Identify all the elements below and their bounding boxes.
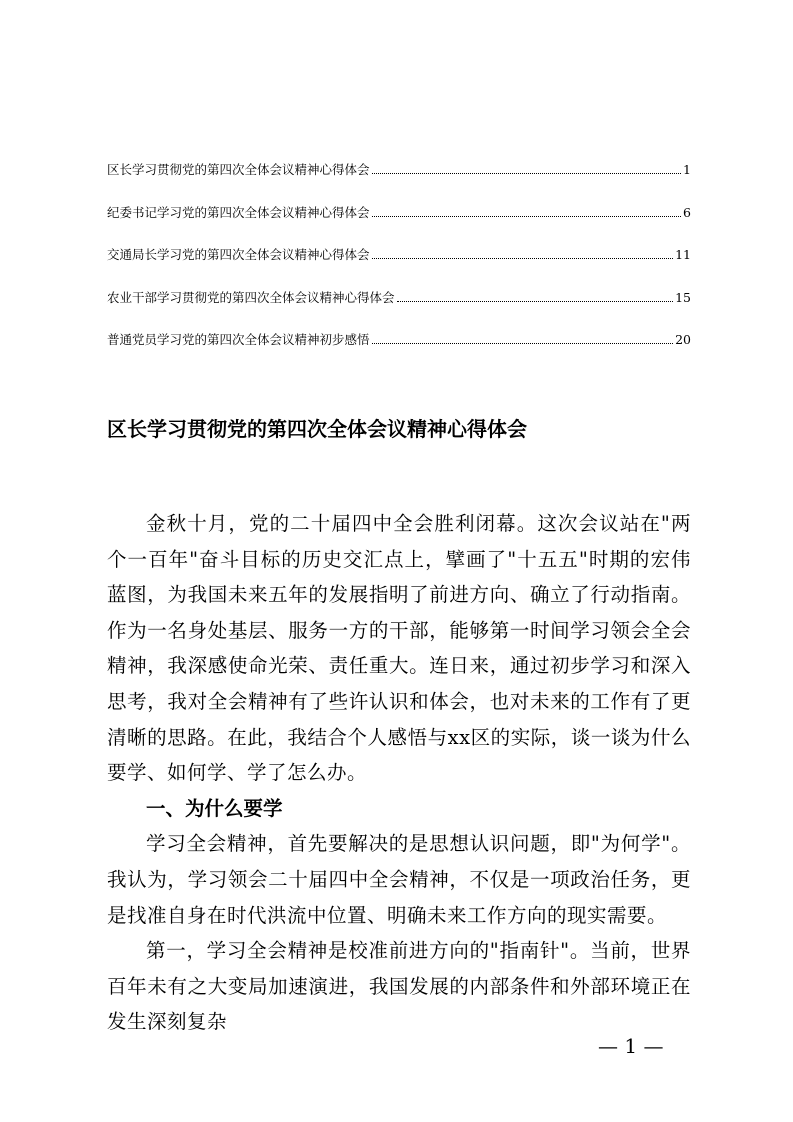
document-title: 区长学习贯彻党的第四次全体会议精神心得体会: [107, 417, 527, 441]
body-paragraph: 第一，学习全会精神是校准前进方向的"指南针"。当前，世界百年未有之大变局加速演进，我国发展的内部条件和外部环境正在发生深刻复杂: [107, 939, 691, 1034]
toc-entry-title: 纪委书记学习党的第四次全体会议精神心得体会: [107, 204, 370, 220]
document-body: [107, 506, 691, 1040]
page-number: — 1 —: [598, 1034, 664, 1058]
section-heading: 一、为什么要学: [146, 796, 283, 820]
toc-leader-dots: [372, 246, 674, 259]
toc-entry[interactable]: [107, 245, 691, 265]
body-paragraph: 金秋十月，党的二十届四中全会胜利闭幕。这次会议站在"两个一百年"奋斗目标的历史交汇点上，擘画了"十五五"时期的宏伟蓝图，为我国未来五年的发展指明了前进方向、确立了行动指南。作为一名身处基层、服务一方的干部，能够第一时间学习领会全会精神，我深感使命光荣、责任重大。连日来，通过初步学习和深入思考，我对全会精神有了些许认识和体会，也对未来的工作有了更清晰的思路。在此，我结合个人感悟与xx区的实际，谈一谈为什么要学、如何学、学了怎么办。: [107, 512, 691, 785]
table-of-contents: [107, 160, 691, 373]
toc-entry[interactable]: [107, 288, 691, 308]
toc-leader-dots: [372, 331, 674, 344]
toc-entry[interactable]: [107, 330, 691, 350]
toc-leader-dots: [372, 204, 682, 217]
toc-entry-page: 11: [675, 247, 691, 262]
toc-entry-title: 交通局长学习党的第四次全体会议精神心得体会: [107, 247, 370, 262]
toc-entry-title: 区长学习贯彻党的第四次全体会议精神心得体会: [107, 162, 370, 177]
toc-leader-dots: [372, 161, 682, 174]
toc-entry-title: 普通党员学习党的第四次全体会议精神初步感悟: [107, 332, 370, 347]
toc-entry[interactable]: [107, 160, 691, 180]
toc-entry-page: 15: [675, 289, 691, 305]
toc-entry[interactable]: [107, 203, 691, 223]
toc-entry-page: 6: [683, 204, 691, 220]
toc-entry-title: 农业干部学习贯彻党的第四次全体会议精神心得体会: [107, 289, 395, 305]
body-paragraph: 学习全会精神，首先要解决的是思想认识问题，即"为何学"。我认为，学习领会二十届四中全会精神，不仅是一项政治任务，更是找准自身在时代洪流中位置、明确未来工作方向的现实需要。: [107, 832, 691, 927]
toc-entry-page: 20: [675, 332, 691, 347]
toc-leader-dots: [397, 289, 674, 302]
toc-entry-page: 1: [683, 162, 691, 177]
